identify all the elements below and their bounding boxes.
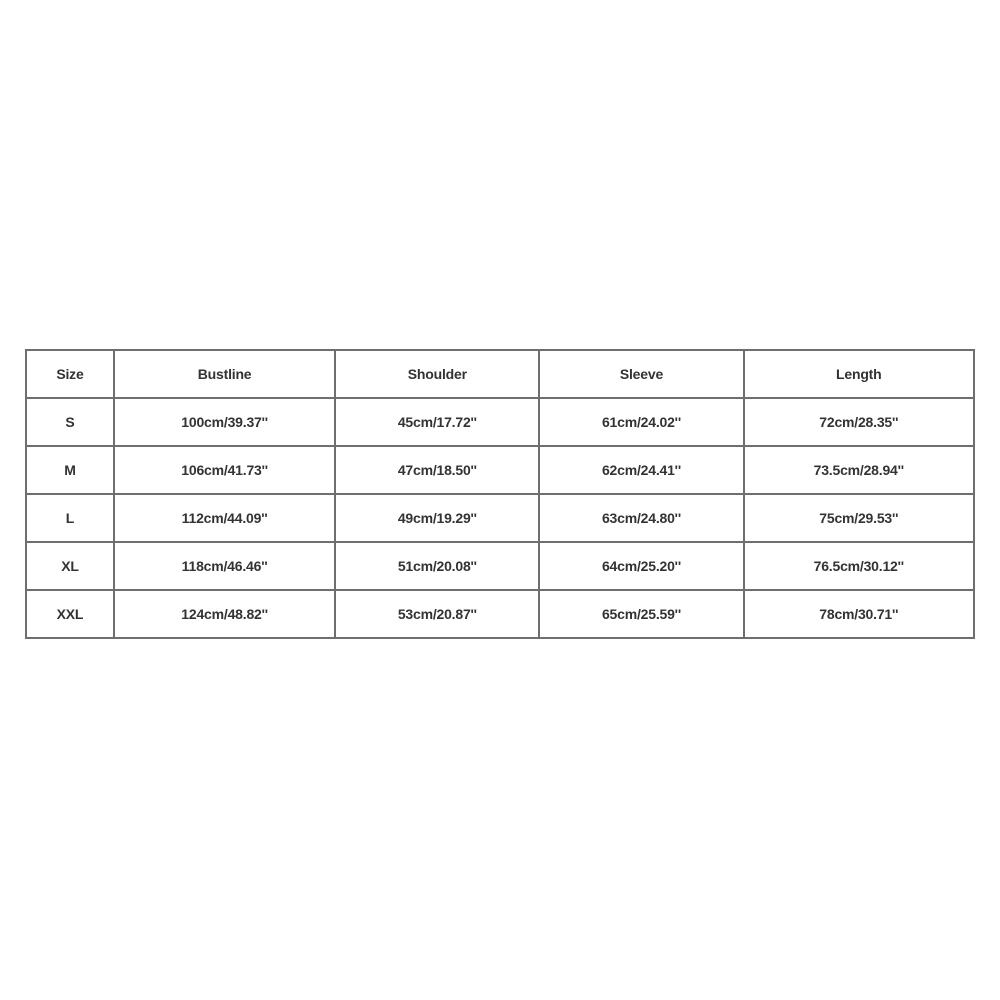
cell-bustline: 124cm/48.82'' — [114, 590, 335, 638]
cell-shoulder: 45cm/17.72'' — [335, 398, 539, 446]
cell-sleeve: 61cm/24.02'' — [539, 398, 743, 446]
cell-length: 75cm/29.53'' — [744, 494, 974, 542]
table-row — [26, 446, 974, 494]
cell-bustline: 106cm/41.73'' — [114, 446, 335, 494]
header-size: Size — [26, 350, 114, 398]
cell-sleeve: 62cm/24.41'' — [539, 446, 743, 494]
header-sleeve: Sleeve — [539, 350, 743, 398]
cell-shoulder: 49cm/19.29'' — [335, 494, 539, 542]
cell-shoulder: 47cm/18.50'' — [335, 446, 539, 494]
cell-size: S — [26, 398, 114, 446]
table-row — [26, 398, 974, 446]
cell-size: XXL — [26, 590, 114, 638]
table-header-row — [26, 350, 974, 398]
table-row — [26, 542, 974, 590]
cell-sleeve: 63cm/24.80'' — [539, 494, 743, 542]
cell-shoulder: 53cm/20.87'' — [335, 590, 539, 638]
header-length: Length — [744, 350, 974, 398]
cell-bustline: 100cm/39.37'' — [114, 398, 335, 446]
header-shoulder: Shoulder — [335, 350, 539, 398]
cell-sleeve: 64cm/25.20'' — [539, 542, 743, 590]
cell-bustline: 112cm/44.09'' — [114, 494, 335, 542]
table-row — [26, 494, 974, 542]
cell-sleeve: 65cm/25.59'' — [539, 590, 743, 638]
size-chart-table — [25, 349, 975, 639]
cell-length: 72cm/28.35'' — [744, 398, 974, 446]
cell-length: 78cm/30.71'' — [744, 590, 974, 638]
cell-length: 73.5cm/28.94'' — [744, 446, 974, 494]
cell-size: L — [26, 494, 114, 542]
cell-bustline: 118cm/46.46'' — [114, 542, 335, 590]
table-row — [26, 590, 974, 638]
cell-length: 76.5cm/30.12'' — [744, 542, 974, 590]
cell-size: M — [26, 446, 114, 494]
cell-shoulder: 51cm/20.08'' — [335, 542, 539, 590]
cell-size: XL — [26, 542, 114, 590]
header-bustline: Bustline — [114, 350, 335, 398]
